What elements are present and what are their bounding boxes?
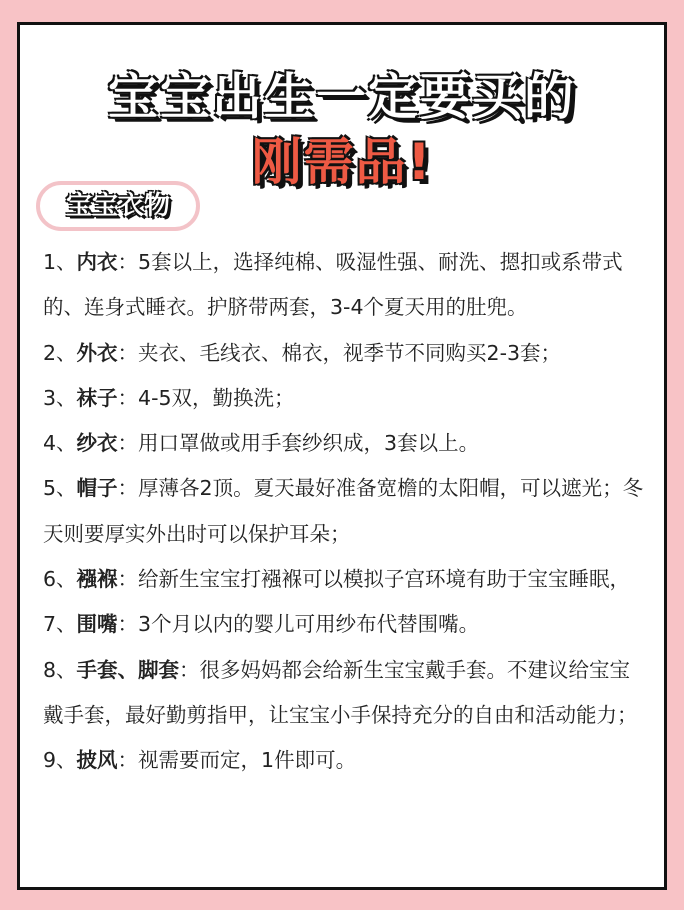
page-title: 宝宝出生一定要买的 <box>108 68 576 126</box>
item-term: 袜子 <box>76 385 118 410</box>
item-number: 5、 <box>43 476 77 501</box>
page-subtitle: 刚需品! <box>251 133 433 191</box>
item-term: 围嘴 <box>76 612 118 637</box>
item-list <box>43 240 649 784</box>
item-text: ：视需要而定，1件即可。 <box>117 748 357 773</box>
item-text: ：4-5双，勤换洗； <box>117 385 295 410</box>
item-text: ：用口罩做或用手套纱织成，3套以上。 <box>117 431 480 456</box>
list-item <box>43 240 649 331</box>
item-text: ：厚薄各2顶。夏天最好准备宽檐的太阳帽，可以遮光；冬天则要厚实外出时可以保护耳朵； <box>43 476 644 546</box>
section-badge: 宝宝衣物 <box>36 181 200 231</box>
list-item <box>43 466 649 557</box>
item-term: 纱衣 <box>76 431 118 456</box>
item-number: 9、 <box>43 748 77 773</box>
item-text: ：5套以上，选择纯棉、吸湿性强、耐洗、摁扣或系带式的、连身式睡衣。护脐带两套，3-4个夏天用的肚兜。 <box>43 250 623 320</box>
item-term: 手套、脚套 <box>76 657 180 682</box>
item-term: 外衣 <box>76 340 118 365</box>
list-item <box>43 648 649 739</box>
item-term: 帽子 <box>76 476 118 501</box>
item-number: 4、 <box>43 431 77 456</box>
item-text: ：夹衣、毛线衣、棉衣，视季节不同购买2-3套； <box>117 340 562 365</box>
item-number: 8、 <box>43 657 77 682</box>
list-item <box>43 602 649 647</box>
item-term: 披风 <box>76 748 118 773</box>
item-text: ：很多妈妈都会给新生宝宝戴手套。不建议给宝宝戴手套，最好勤剪指甲，让宝宝小手保持充分的自由和活动能力； <box>43 657 638 727</box>
list-item <box>43 331 649 376</box>
item-number: 1、 <box>43 250 77 274</box>
item-number: 7、 <box>43 612 77 637</box>
item-number: 2、 <box>43 340 77 365</box>
item-text: ：3个月以内的婴儿可用纱布代替围嘴。 <box>117 612 480 637</box>
list-item <box>43 738 649 783</box>
item-number: 6、 <box>43 567 77 592</box>
item-term: 内衣 <box>76 250 118 274</box>
list-item <box>43 421 649 466</box>
list-item <box>43 376 649 421</box>
item-number: 3、 <box>43 385 77 410</box>
item-text: ：给新生宝宝打襁褓可以模拟子宫环境有助于宝宝睡眠， <box>117 567 631 592</box>
item-term: 襁褓 <box>76 567 118 592</box>
content-card <box>17 22 667 890</box>
list-item <box>43 557 649 602</box>
